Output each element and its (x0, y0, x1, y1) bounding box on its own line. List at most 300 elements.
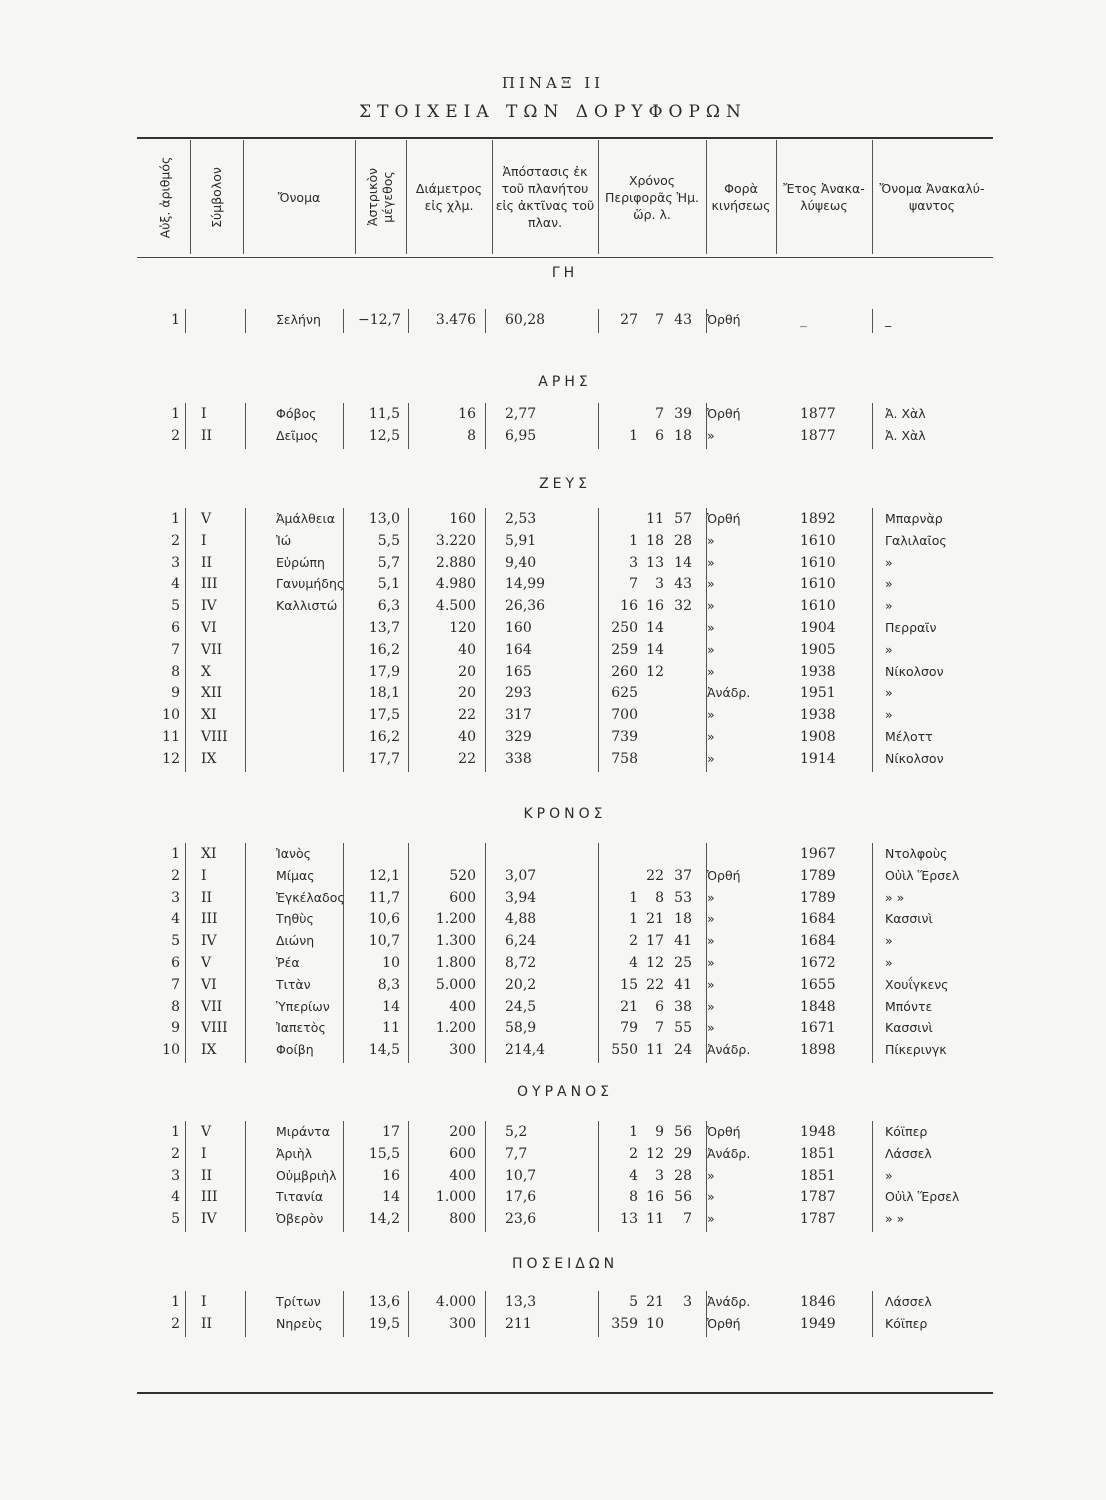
cell-dist: 211 (505, 1315, 532, 1332)
cell-dist: 2,77 (505, 406, 537, 422)
cell-dist: 14,99 (505, 576, 546, 593)
table-row (0, 403, 1106, 425)
cell-h: 6 (655, 998, 664, 1015)
cell-dist: 293 (505, 685, 532, 702)
table-row (0, 552, 1106, 574)
cell-diam: 3.476 (435, 312, 476, 328)
cell-diam: 20 (458, 685, 476, 702)
cell-disc: Γαλιλαῖος (885, 532, 947, 548)
cell-dist: 23,6 (505, 1211, 537, 1228)
cell-year: 1904 (800, 620, 836, 636)
cell-h: 3 (655, 576, 664, 593)
cell-motion: » (707, 976, 715, 992)
cell-num: 4 (171, 576, 180, 593)
cell-sym: IV (201, 598, 217, 615)
cell-year: 1789 (800, 889, 836, 906)
cell-diam: 400 (449, 998, 476, 1015)
cell-dist: 7,7 (505, 1145, 528, 1162)
cell-mag: 18,1 (368, 685, 400, 702)
cell-disc: Οὐὶλ Ἕρσελ (885, 867, 960, 883)
cell-dist: 6,95 (505, 427, 537, 444)
cell-motion: » (707, 889, 715, 905)
cell-disc: » (885, 933, 893, 949)
cell-mag: 19,5 (368, 1315, 400, 1332)
cell-diam: 8 (467, 427, 476, 444)
cell-year: 1908 (800, 729, 836, 745)
cell-num: 3 (171, 554, 180, 571)
cell-sym: III (201, 1189, 218, 1206)
cell-disc: » (885, 598, 893, 614)
cell-dist: 9,40 (505, 554, 537, 571)
cell-diam: 600 (449, 889, 476, 906)
cell-sym: III (201, 911, 218, 928)
cell-mag: 13,6 (368, 1294, 400, 1310)
cell-d: 250 (611, 620, 638, 636)
cell-mag: −12,7 (358, 312, 401, 328)
cell-diam: 22 (458, 707, 476, 724)
cell-num: 5 (171, 933, 180, 950)
cell-mag: 6,3 (377, 598, 400, 615)
cell-num: 1 (171, 846, 180, 862)
cell-disc: » (885, 685, 893, 701)
cell-h: 12 (646, 663, 664, 680)
cell-disc: » (885, 641, 893, 657)
cell-name: Ὀβερὸν (276, 1211, 324, 1227)
cell-diam: 40 (458, 729, 476, 745)
cell-d: 259 (611, 641, 638, 658)
table-row (0, 508, 1106, 530)
cell-motion: » (707, 598, 715, 614)
cell-sym: XI (201, 707, 217, 724)
cell-year: 1892 (800, 511, 836, 527)
cell-motion: Ὀρθή (707, 511, 741, 526)
cell-motion: » (707, 1189, 715, 1205)
cell-motion: Ἀνάδρ. (707, 1042, 751, 1058)
cell-year: 1951 (800, 685, 836, 702)
cell-mag: 12,5 (368, 427, 400, 444)
table-subtitle: ΣΤΟΙΧΕΙΑ ΤΩΝ ΔΟΡΥΦΟΡΩΝ (359, 102, 747, 122)
table-row (0, 1165, 1106, 1187)
cell-num: 9 (171, 1020, 180, 1037)
cell-sym: XI (201, 846, 217, 862)
cell-dist: 338 (505, 750, 532, 767)
cell-motion: Ὀρθή (707, 867, 741, 883)
cell-h: 11 (646, 511, 664, 527)
cell-h: 3 (655, 1167, 664, 1184)
cell-diam: 600 (449, 1145, 476, 1162)
cell-m: 57 (674, 511, 692, 527)
cell-mag: 8,3 (377, 976, 400, 993)
cell-diam: 4.980 (435, 576, 476, 593)
cell-h: 7 (655, 1020, 664, 1037)
cell-sym: IV (201, 1211, 217, 1228)
cell-m: 38 (674, 998, 692, 1015)
cell-d: 2 (629, 1145, 638, 1162)
cell-sym: VII (201, 641, 223, 658)
cell-disc: _ (885, 312, 892, 327)
header-mag-label: Ἀστρικὸν μέγεθος (365, 167, 396, 227)
cell-diam: 40 (458, 641, 476, 658)
cell-sym: X (201, 663, 211, 680)
cell-sym: II (201, 1315, 213, 1332)
cell-num: 4 (171, 1189, 180, 1206)
cell-year: 1851 (800, 1145, 836, 1162)
cell-diam: 1.200 (435, 1020, 476, 1037)
cell-d: 550 (611, 1042, 638, 1059)
cell-d: 79 (620, 1020, 638, 1037)
cell-motion: » (707, 1211, 715, 1227)
cell-mag: 14 (382, 998, 400, 1015)
table-row (0, 1017, 1106, 1039)
cell-d: 15 (620, 976, 638, 993)
cell-h: 13 (646, 554, 664, 571)
cell-motion: » (707, 641, 715, 657)
cell-num: 3 (171, 1167, 180, 1184)
header-sym (190, 140, 242, 254)
cell-motion: » (707, 911, 715, 927)
cell-motion: » (707, 998, 715, 1014)
cell-mag: 5,5 (377, 532, 400, 549)
cell-year: _ (800, 312, 807, 328)
cell-year: 1848 (800, 998, 836, 1015)
header-period: Χρόνος Περιφορᾶς Ἡμ. ὥρ. λ. (604, 172, 700, 222)
cell-diam: 120 (449, 620, 476, 636)
cell-m: 37 (674, 867, 692, 884)
cell-mag: 17,9 (368, 663, 400, 680)
cell-mag: 5,1 (377, 576, 400, 593)
table-row (0, 843, 1106, 865)
cell-mag: 17,7 (368, 750, 400, 767)
cell-name: Ἐγκέλαδος (276, 889, 345, 905)
cell-num: 10 (162, 1042, 180, 1059)
table-row (0, 639, 1106, 661)
cell-disc: Λάσσελ (885, 1294, 932, 1309)
cell-motion: Ὀρθή (707, 1124, 741, 1139)
cell-m: 43 (674, 576, 692, 593)
cell-disc: Μέλοττ (885, 729, 933, 744)
cell-dist: 26,36 (505, 598, 546, 615)
cell-d: 2 (629, 933, 638, 950)
cell-num: 8 (171, 998, 180, 1015)
cell-m: 41 (674, 933, 692, 950)
cell-motion: » (707, 1167, 715, 1183)
cell-diam: 1.800 (435, 955, 476, 971)
cell-diam: 1.300 (435, 933, 476, 950)
cell-d: 700 (611, 707, 638, 724)
cell-num: 1 (171, 1124, 180, 1140)
cell-year: 1905 (800, 641, 836, 658)
cell-sym: VI (201, 976, 217, 993)
table-row (0, 748, 1106, 770)
cell-diam: 160 (449, 511, 476, 527)
cell-name: Φοίβη (276, 1042, 314, 1058)
table-row (0, 1186, 1106, 1208)
cell-disc: » (885, 554, 893, 570)
cell-name: Διώνη (276, 933, 315, 949)
cell-disc: Λάσσελ (885, 1145, 932, 1161)
cell-sym: II (201, 1167, 213, 1184)
cell-mag: 14,2 (368, 1211, 400, 1228)
cell-dist: 10,7 (505, 1167, 537, 1184)
cell-sym: II (201, 889, 213, 906)
cell-sym: I (201, 867, 207, 884)
cell-d: 1 (629, 1124, 638, 1140)
cell-year: 1610 (800, 576, 836, 593)
cell-h: 17 (646, 933, 664, 950)
table-row (0, 974, 1106, 996)
cell-disc: Νίκολσον (885, 750, 944, 766)
cell-year: 1948 (800, 1124, 836, 1140)
cell-sym: I (201, 532, 207, 549)
cell-name: Ἀμάλθεια (276, 511, 336, 526)
cell-sym: VII (201, 998, 223, 1015)
table-row (0, 1039, 1106, 1061)
cell-num: 9 (171, 685, 180, 702)
cell-diam: 300 (449, 1315, 476, 1332)
cell-dist: 58,9 (505, 1020, 537, 1037)
table-row (0, 704, 1106, 726)
table-row (0, 661, 1106, 683)
cell-m: 41 (674, 976, 692, 993)
cell-year: 1877 (800, 406, 836, 422)
table-row (0, 682, 1106, 704)
section-title: ΚΡΟΝΟΣ (523, 806, 607, 822)
cell-m: 28 (674, 1167, 692, 1184)
table-row (0, 530, 1106, 552)
cell-dist: 17,6 (505, 1189, 537, 1206)
cell-mag: 16 (382, 1167, 400, 1184)
section-title: ΓΗ (551, 265, 579, 281)
cell-h: 12 (646, 955, 664, 971)
cell-year: 1914 (800, 750, 836, 767)
cell-mag: 5,7 (377, 554, 400, 571)
cell-year: 1672 (800, 955, 836, 971)
cell-motion: Ὀρθή (707, 1315, 741, 1331)
cell-year: 1938 (800, 663, 836, 680)
cell-num: 11 (162, 729, 180, 745)
cell-h: 6 (655, 427, 664, 444)
cell-motion: Ἀνάδρ. (707, 1294, 751, 1309)
header-year: Ἔτος Ἀνακα- λύψεως (783, 181, 865, 213)
cell-sym: V (201, 511, 212, 527)
cell-d: 739 (611, 729, 638, 745)
cell-d: 1 (629, 532, 638, 549)
cell-year: 1789 (800, 867, 836, 884)
cell-num: 1 (171, 406, 180, 422)
cell-disc: Κασσινὶ (885, 911, 933, 927)
table-row (0, 865, 1106, 887)
cell-disc: Νίκολσον (885, 663, 944, 679)
cell-h: 16 (646, 1189, 664, 1206)
cell-year: 1787 (800, 1189, 836, 1206)
cell-num: 7 (171, 976, 180, 993)
cell-h: 7 (655, 406, 664, 422)
table-row (0, 996, 1106, 1018)
header-num (140, 140, 190, 254)
cell-m: 43 (674, 312, 692, 328)
cell-h: 7 (655, 312, 664, 328)
cell-mag: 11 (382, 1020, 400, 1037)
cell-diam: 400 (449, 1167, 476, 1184)
table-row (0, 617, 1106, 639)
cell-m: 24 (674, 1042, 692, 1059)
cell-year: 1949 (800, 1315, 836, 1332)
cell-name: Καλλιστώ (276, 598, 338, 614)
cell-disc: Ντολφοὺς (885, 846, 948, 861)
cell-sym: IX (201, 1042, 217, 1059)
cell-year: 1684 (800, 911, 836, 928)
cell-motion: » (707, 620, 715, 635)
table-row (0, 1143, 1106, 1165)
cell-year: 1877 (800, 427, 836, 444)
cell-h: 10 (646, 1315, 664, 1332)
cell-year: 1898 (800, 1042, 836, 1059)
cell-m: 53 (674, 889, 692, 906)
cell-mag: 12,1 (368, 867, 400, 884)
cell-motion: » (707, 532, 715, 548)
cell-year: 1851 (800, 1167, 836, 1184)
cell-diam: 3.220 (435, 532, 476, 549)
cell-m: 32 (674, 598, 692, 615)
cell-disc: Μπαρνὰρ (885, 511, 943, 526)
cell-d: 4 (629, 955, 638, 971)
cell-dist: 329 (505, 729, 532, 745)
cell-mag: 16,2 (368, 641, 400, 658)
cell-m: 14 (674, 554, 692, 571)
cell-mag: 16,2 (368, 729, 400, 745)
cell-num: 2 (171, 532, 180, 549)
cell-year: 1610 (800, 598, 836, 615)
cell-year: 1938 (800, 707, 836, 724)
section-title: ΠΟΣΕΙΔΩΝ (511, 1256, 619, 1272)
cell-mag: 10,6 (368, 911, 400, 928)
cell-num: 12 (162, 750, 180, 767)
cell-m: 29 (674, 1145, 692, 1162)
header-diam: Διάμετρος εἰς χλμ. (415, 181, 483, 213)
header-dist: Ἀπόστασις ἐκ τοῦ πλανήτου εἰς ἀκτῖνας τοῦ πλαν. (495, 164, 595, 230)
cell-diam: 800 (449, 1211, 476, 1228)
cell-num: 2 (171, 427, 180, 444)
cell-dist: 164 (505, 641, 532, 658)
table-row (0, 425, 1106, 447)
cell-dist: 160 (505, 620, 532, 636)
cell-dist: 3,07 (505, 867, 537, 884)
cell-diam: 2.880 (435, 554, 476, 571)
cell-dist: 5,2 (505, 1124, 528, 1140)
cell-name: Ἰώ (276, 532, 292, 548)
cell-year: 1655 (800, 976, 836, 993)
cell-motion: Ἀνάδρ. (707, 685, 751, 701)
table-row (0, 887, 1106, 909)
cell-diam: 200 (449, 1124, 476, 1140)
header-motion: Φορὰ κινήσεως (711, 181, 771, 213)
cell-d: 1 (629, 427, 638, 444)
table-row (0, 930, 1106, 952)
cell-name: Ἀριὴλ (276, 1145, 313, 1161)
cell-h: 22 (646, 976, 664, 993)
cell-year: 1967 (800, 846, 836, 862)
cell-num: 4 (171, 911, 180, 928)
cell-motion: » (707, 554, 715, 570)
cell-num: 1 (171, 312, 180, 328)
cell-diam: 16 (458, 406, 476, 422)
cell-name: Ἰανὸς (276, 846, 311, 861)
cell-m: 55 (674, 1020, 692, 1037)
cell-sym: I (201, 1145, 207, 1162)
cell-h: 9 (655, 1124, 664, 1140)
cell-num: 8 (171, 663, 180, 680)
cell-name: Οὐμβριὴλ (276, 1167, 337, 1183)
cell-motion: Ὀρθή (707, 406, 741, 421)
cell-m: 7 (683, 1211, 692, 1228)
cell-dist: 8,72 (505, 955, 537, 971)
cell-name: Μιράντα (276, 1124, 330, 1139)
header-sym-label: Σύμβολον (208, 166, 224, 228)
cell-d: 260 (611, 663, 638, 680)
cell-num: 2 (171, 1145, 180, 1162)
cell-mag: 13,0 (368, 511, 400, 527)
cell-num: 6 (171, 955, 180, 971)
section-title: ΟΥΡΑΝΟΣ (517, 1084, 613, 1100)
cell-num: 1 (171, 511, 180, 527)
cell-m: 56 (674, 1189, 692, 1206)
cell-motion: » (707, 729, 715, 744)
cell-h: 14 (646, 641, 664, 658)
cell-sym: VIII (201, 1020, 228, 1037)
cell-diam: 300 (449, 1042, 476, 1059)
cell-motion: » (707, 707, 715, 723)
cell-disc: » (885, 955, 893, 970)
cell-motion: » (707, 955, 715, 970)
cell-mag: 10,7 (368, 933, 400, 950)
cell-disc: Ἀ. Χὰλ (885, 406, 926, 421)
cell-mag: 14 (382, 1189, 400, 1206)
cell-name: Τρίτων (276, 1294, 321, 1309)
cell-d: 5 (629, 1294, 638, 1310)
cell-m: 3 (683, 1294, 692, 1310)
cell-d: 7 (629, 576, 638, 593)
cell-m: 56 (674, 1124, 692, 1140)
cell-disc: Κασσινὶ (885, 1020, 933, 1036)
cell-h: 22 (646, 867, 664, 884)
cell-sym: III (201, 576, 218, 593)
cell-num: 5 (171, 598, 180, 615)
cell-name: Τηθὺς (276, 911, 314, 927)
cell-diam: 1.200 (435, 911, 476, 928)
cell-h: 21 (646, 911, 664, 928)
cell-diam: 20 (458, 663, 476, 680)
cell-d: 1 (629, 911, 638, 928)
table-row (0, 595, 1106, 617)
cell-year: 1787 (800, 1211, 836, 1228)
cell-mag: 14,5 (368, 1042, 400, 1059)
cell-name: Ἰαπετὸς (276, 1020, 326, 1036)
cell-name: Τιτὰν (276, 976, 311, 992)
cell-name: Ὑπερίων (276, 998, 330, 1014)
cell-m: 18 (674, 911, 692, 928)
cell-dist: 20,2 (505, 976, 537, 993)
cell-h: 16 (646, 598, 664, 615)
cell-disc: Πίκερινγκ (885, 1042, 947, 1058)
cell-d: 27 (620, 312, 638, 328)
cell-sym: VIII (201, 729, 228, 745)
cell-mag: 10 (382, 955, 400, 971)
cell-dist: 13,3 (505, 1294, 537, 1310)
header-num-label: Αὐξ. ἀριθμός (157, 156, 173, 238)
cell-mag: 11,5 (368, 406, 400, 422)
cell-disc: Οὐὶλ Ἕρσελ (885, 1189, 960, 1205)
header-rule (137, 257, 993, 258)
